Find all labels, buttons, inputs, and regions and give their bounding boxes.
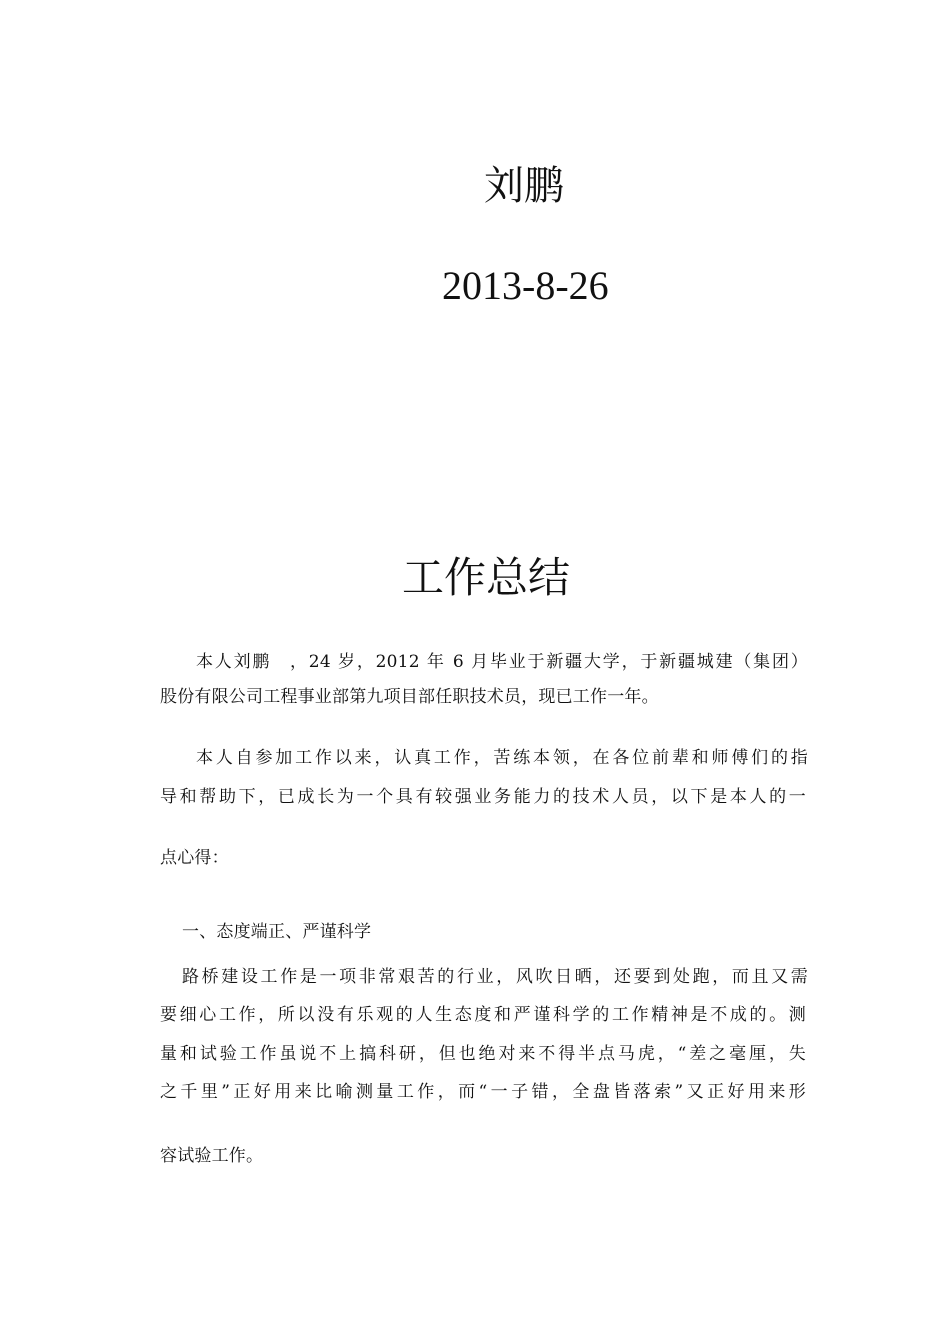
section-1-heading: 一、态度端正、严谨科学 bbox=[182, 922, 372, 942]
paragraph-2-line-1: 本人自参加工作以来，认真工作，苦练本领，在各位前辈和师傅们的指 bbox=[196, 748, 808, 768]
paragraph-1-line-2: 股份有限公司工程事业部第九项目部任职技术员，现已工作一年。 bbox=[160, 687, 659, 707]
section-1-line-2: 要细心工作，所以没有乐观的人生态度和严谨科学的工作精神是不成的。测 bbox=[160, 1005, 806, 1025]
document-date: 2013-8-26 bbox=[442, 263, 609, 308]
section-1-line-3: 量和试验工作虽说不上搞科研，但也绝对来不得半点马虎，“差之毫厘，失 bbox=[160, 1044, 806, 1064]
section-1-line-5: 容试验工作。 bbox=[160, 1146, 264, 1166]
paragraph-2-line-2: 导和帮助下，已成长为一个具有较强业务能力的技术人员，以下是本人的一 bbox=[160, 787, 806, 807]
paragraph-2-line-3: 点心得： bbox=[160, 848, 229, 868]
document-title: 工作总结 bbox=[402, 553, 571, 602]
paragraph-1-line-1: 本人刘鹏 ，24 岁，2012 年 6 月毕业于新疆大学，于新疆城建（集团） bbox=[196, 652, 808, 672]
section-1-line-4: 之千里”正好用来比喻测量工作，而“一子错，全盘皆落索”又正好用来形 bbox=[160, 1082, 806, 1102]
section-1-line-1: 路桥建设工作是一项非常艰苦的行业，风吹日晒，还要到处跑，而且又需 bbox=[182, 967, 808, 987]
author-name: 刘鹏 bbox=[484, 163, 564, 209]
